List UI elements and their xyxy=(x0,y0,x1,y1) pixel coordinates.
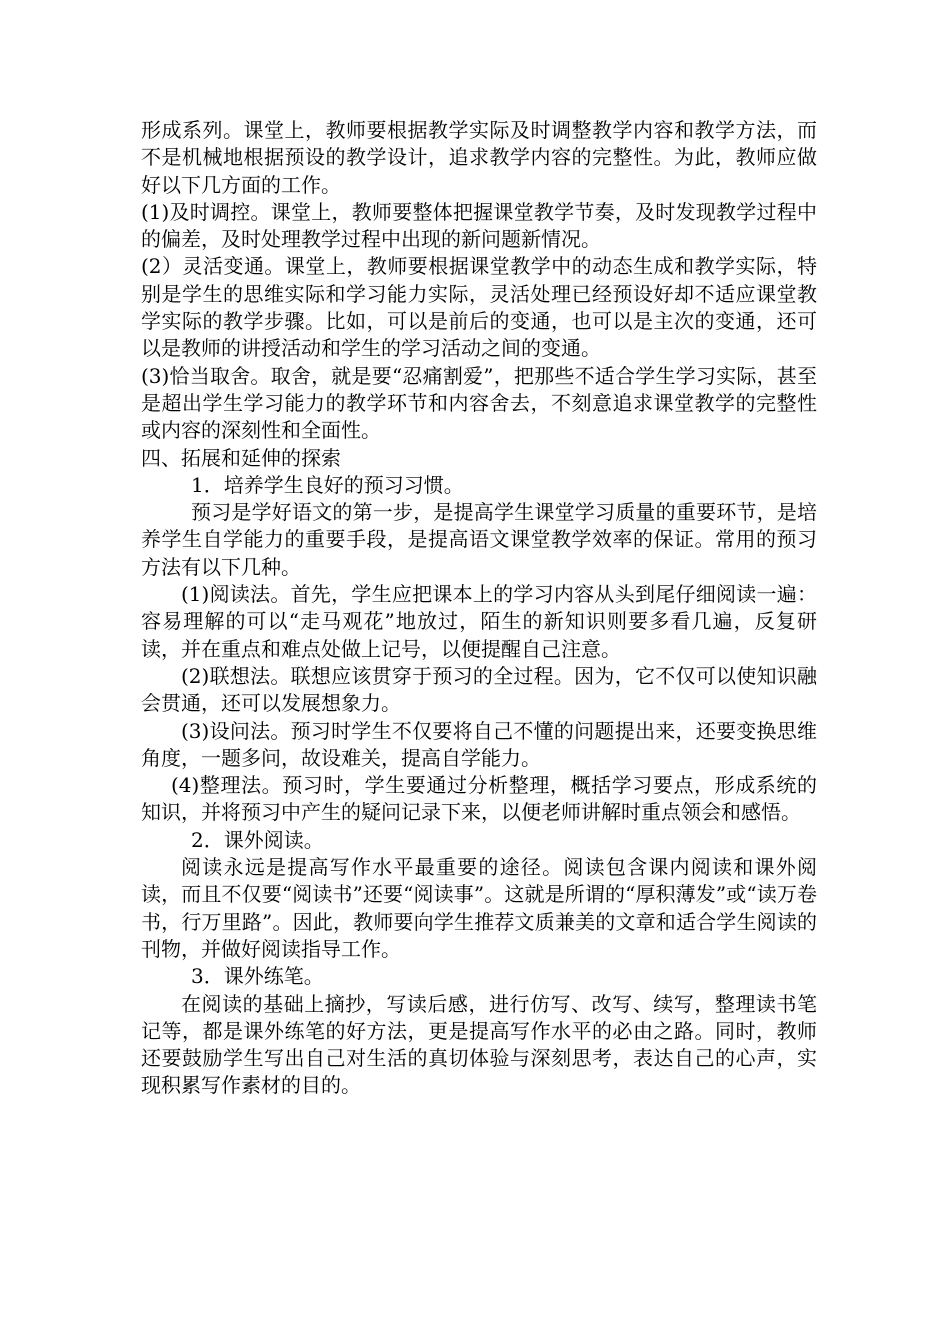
paragraph-extracurricular-reading: 阅读永远是提高写作水平最重要的途径。阅读包含课内阅读和课外阅读，而且不仅要“阅读书”还要“阅读事”。这就是所谓的“厚积薄发”或“读万卷书，行万里路”。因此，教师要向学生推荐文质兼美的文章和适合学生阅读的刊物，并做好阅读指导工作。 xyxy=(141,855,817,961)
paragraph-organizing-method: (4)整理法。预习时，学生要通过分析整理，概括学习要点，形成系统的知识，并将预习中产生的疑问记录下来，以便老师讲解时重点领会和感悟。 xyxy=(141,773,817,825)
paragraph-appropriate-selection: (3)恰当取舍。取舍，就是要“忍痛割爱”，把那些不适合学生学习实际，甚至是超出学生学习能力的教学环节和内容舍去，不刻意追求课堂教学的完整性或内容的深刻性和全面性。 xyxy=(141,363,817,443)
document-body xyxy=(141,117,817,1100)
paragraph-reading-method: (1)阅读法。首先，学生应把课本上的学习内容从头到尾仔细阅读一遍：容易理解的可以“走马观花”地放过，陌生的新知识则要多看几遍，反复研读，并在重点和难点处做上记号，以便提醒自己注意。 xyxy=(141,582,817,661)
paragraph-questioning-method: (3)设问法。预习时学生不仅要将自己不懂的问题提出来，还要变换思维角度，一题多问，故设难关，提高自学能力。 xyxy=(141,718,817,770)
paragraph-extracurricular-writing: 在阅读的基础上摘抄，写读后感，进行仿写、改写、续写，整理读书笔记等，都是课外练笔的好方法，更是提高写作水平的必由之路。同时，教师还要鼓励学生写出自己对生活的真切体验与深刻思考，表达自己的心声，实现积累写作素材的目的。 xyxy=(141,991,817,1098)
paragraph-preview: 预习是学好语文的第一步，是提高学生课堂学习质量的重要环节，是培养学生自学能力的重要手段，是提高语文课堂教学效率的保证。常用的预习方法有以下几种。 xyxy=(141,500,817,579)
paragraph-flexible-adaptation: (2）灵活变通。课堂上，教师要根据课堂教学中的动态生成和教学实际，特别是学生的思维实际和学习能力实际，灵活处理已经预设好却不适应课堂教学实际的教学步骤。比如，可以是前后的变通，也可以是主次的变通，还可以是教师的讲授活动和学生的学习活动之间的变通。 xyxy=(141,254,817,361)
subheading-extracurricular-reading: 2．课外阅读。 xyxy=(191,827,324,852)
paragraph-intro: 形成系列。课堂上，教师要根据教学实际及时调整教学内容和教学方法，而不是机械地根据预设的教学设计，追求教学内容的完整性。为此，教师应做好以下几方面的工作。 xyxy=(141,118,817,197)
subheading-extracurricular-writing: 3．课外练笔。 xyxy=(191,964,324,989)
paragraph-association-method: (2)联想法。联想应该贯穿于预习的全过程。因为，它不仅可以使知识融会贯通，还可以发展想象力。 xyxy=(141,663,817,716)
paragraph-timely-control: (1)及时调控。课堂上，教师要整体把握课堂教学节奏，及时发现教学过程中的偏差，及时处理教学过程中出现的新问题新情况。 xyxy=(141,199,817,252)
subheading-preview-habits: 1．培养学生良好的预习习惯。 xyxy=(191,472,464,497)
section-heading-extension: 四、拓展和延伸的探索 xyxy=(141,445,341,470)
